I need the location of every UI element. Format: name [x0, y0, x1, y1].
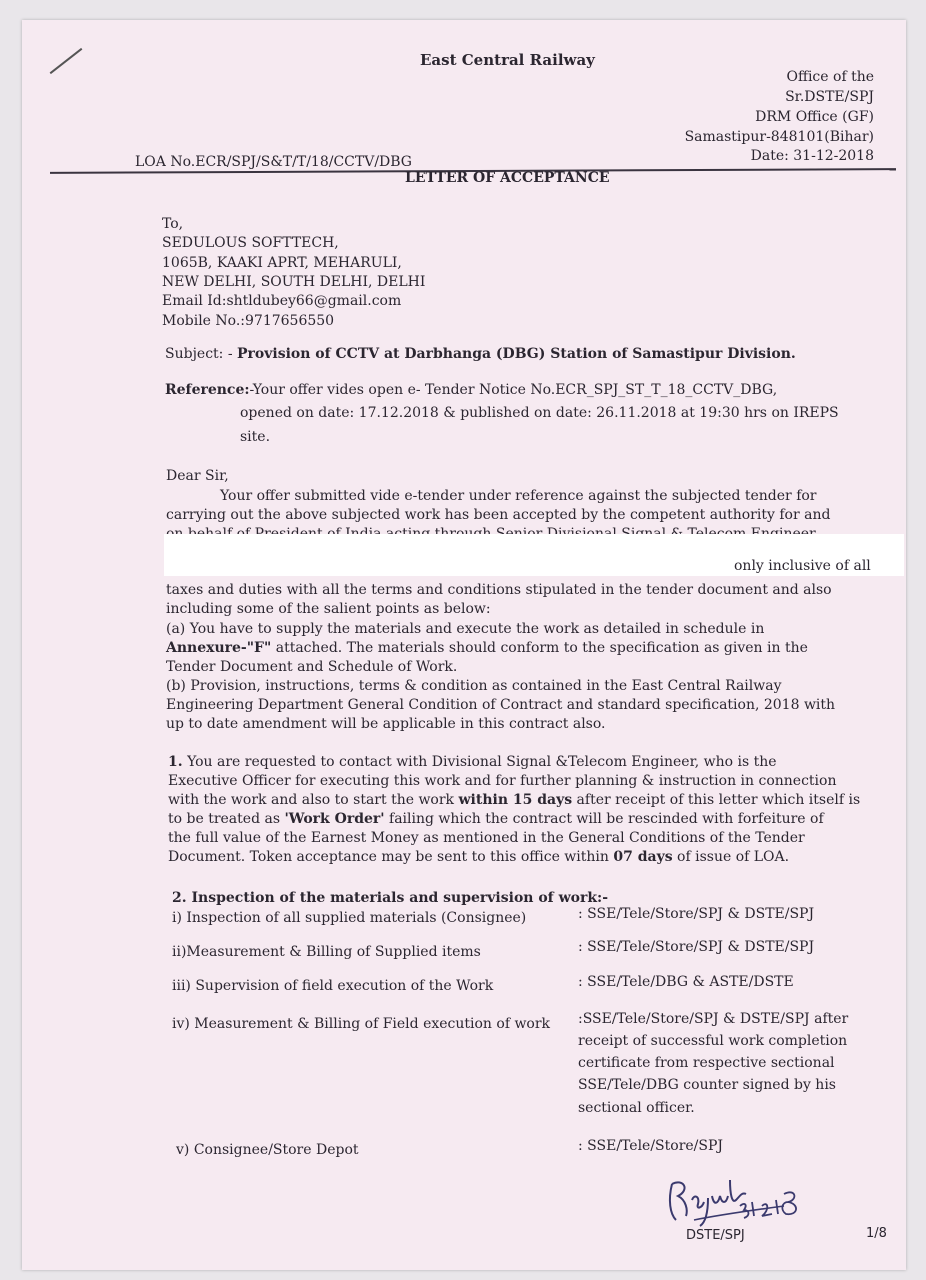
- annexure-ref: Annexure-"F": [166, 640, 272, 656]
- inspection-item-3-label: iii) Supervision of field execution of the Work: [172, 978, 494, 994]
- inspection-item-4-cont-3: SSE/Tele/DBG counter signed by his: [578, 1077, 836, 1093]
- work-order-term: 'Work Order': [284, 811, 385, 827]
- inspection-item-1-label: i) Inspection of all supplied materials (Consignee): [172, 910, 527, 926]
- office-line-2: Sr.DSTE/SPJ: [785, 89, 874, 105]
- section1-number: 1.: [168, 754, 183, 770]
- address-line-2: NEW DELHI, SOUTH DELHI, DELHI: [162, 274, 426, 290]
- section1-text-1: You are requested to contact with Divisional Signal &Telecom Engineer, who is the: [182, 754, 777, 770]
- reference-line-3: site.: [240, 429, 271, 445]
- section1-line-6: [168, 847, 789, 867]
- point-a-line-2: [166, 638, 808, 658]
- section1-line-1: [168, 752, 777, 772]
- point-b-line-3: up to date amendment will be applicable in this contract also.: [166, 716, 606, 732]
- para1-line-6: taxes and duties with all the terms and conditions stipulated in the tender document and also: [166, 582, 832, 598]
- address-email: Email Id:shtldubey66@gmail.com: [162, 293, 402, 309]
- token-deadline: 07 days: [613, 849, 673, 865]
- inspection-item-1-value: : SSE/Tele/Store/SPJ & DSTE/SPJ: [578, 906, 815, 922]
- inspection-heading: 2. Inspection of the materials and supervision of work:-: [172, 890, 609, 906]
- start-deadline: within 15 days: [458, 792, 573, 808]
- address-company: SEDULOUS SOFTTECH,: [162, 235, 339, 251]
- section1-text-3c: after receipt of this letter which itself is: [572, 792, 861, 808]
- address-line-1: 1065B, KAAKI APRT, MEHARULI,: [162, 255, 402, 271]
- address-to: To,: [162, 216, 184, 232]
- para1-line-1: Your offer submitted vide e-tender under reference against the subjected tender for: [220, 488, 817, 504]
- section1-text-6c: of issue of LOA.: [672, 849, 790, 865]
- letter-date: Date: 31-12-2018: [750, 148, 874, 164]
- signatory-designation: DSTE/SPJ: [686, 1228, 745, 1243]
- office-line-3: DRM Office (GF): [755, 109, 874, 125]
- subject-label: Subject: -: [165, 346, 238, 362]
- point-b-line-2: Engineering Department General Condition of Contract and standard specification, 2018 with: [166, 697, 836, 713]
- address-mobile: Mobile No.:9717656550: [162, 313, 335, 329]
- section1-line-4: [168, 809, 824, 829]
- loa-number: LOA No.ECR/SPJ/S&T/T/18/CCTV/DBG: [135, 154, 412, 170]
- section1-text-4a: to be treated as: [168, 811, 285, 827]
- section1-text-4c: failing which the contract will be rescinded with forfeiture of: [384, 811, 824, 827]
- inspection-item-2-value: : SSE/Tele/Store/SPJ & DSTE/SPJ: [578, 939, 815, 955]
- page-title: LETTER OF ACCEPTANCE: [405, 170, 610, 186]
- inspection-item-4-cont-2: certificate from respective sectional: [578, 1055, 835, 1071]
- subject-line: [165, 344, 796, 364]
- section1-line-5: the full value of the Earnest Money as mentioned in the General Conditions of the Tender: [168, 830, 805, 846]
- org-name: East Central Railway: [420, 51, 595, 69]
- office-line-4: Samastipur-848101(Bihar): [684, 129, 874, 145]
- point-b-line-1: (b) Provision, instructions, terms & condition as contained in the East Central Railway: [166, 678, 782, 694]
- salutation: Dear Sir,: [166, 468, 229, 484]
- point-a-text-2: attached. The materials should conform to the specification as given in the: [271, 640, 808, 656]
- inspection-item-5-label: v) Consignee/Store Depot: [176, 1142, 359, 1158]
- redaction-block-top: [550, 534, 904, 554]
- section1-text-6a: Document. Token acceptance may be sent to this office within: [168, 849, 614, 865]
- section1-line-3: [168, 790, 860, 810]
- office-line-1: Office of the: [786, 69, 874, 85]
- inspection-item-2-label: ii)Measurement & Billing of Supplied items: [172, 944, 481, 960]
- para1-line-7: including some of the salient points as below:: [166, 601, 491, 617]
- section1-text-3a: with the work and also to start the work: [168, 792, 459, 808]
- subject-text: Provision of CCTV at Darbhanga (DBG) Station of Samastipur Division.: [237, 346, 796, 362]
- inspection-item-5-value: : SSE/Tele/Store/SPJ: [578, 1138, 724, 1154]
- para1-line-2: carrying out the above subjected work has been accepted by the competent authority for and: [166, 507, 831, 523]
- reference-line-1: [165, 380, 777, 400]
- inspection-item-4-value: :SSE/Tele/Store/SPJ & DSTE/SPJ after: [578, 1011, 849, 1027]
- inspection-item-4-cont-4: sectional officer.: [578, 1100, 695, 1116]
- section1-line-2: Executive Officer for executing this work and for further planning & instruction in connection: [168, 773, 837, 789]
- reference-line-2: opened on date: 17.12.2018 & published on date: 26.11.2018 at 19:30 hrs on IREPS: [240, 405, 839, 421]
- inspection-item-4-cont-1: receipt of successful work completion: [578, 1033, 848, 1049]
- page-number: 1/8: [866, 1226, 887, 1241]
- point-a-line-3: Tender Document and Schedule of Work.: [166, 659, 458, 675]
- inspection-item-3-value: : SSE/Tele/DBG & ASTE/DSTE: [578, 974, 794, 990]
- reference-label: Reference:: [165, 382, 250, 398]
- point-a-line-1: (a) You have to supply the materials and execute the work as detailed in schedule in: [166, 621, 765, 637]
- inspection-item-4-label: iv) Measurement & Billing of Field execution of work: [172, 1016, 551, 1032]
- reference-text-1: -Your offer vides open e- Tender Notice No.ECR_SPJ_ST_T_18_CCTV_DBG,: [249, 382, 778, 398]
- para1-line-5: only inclusive of all: [734, 558, 871, 574]
